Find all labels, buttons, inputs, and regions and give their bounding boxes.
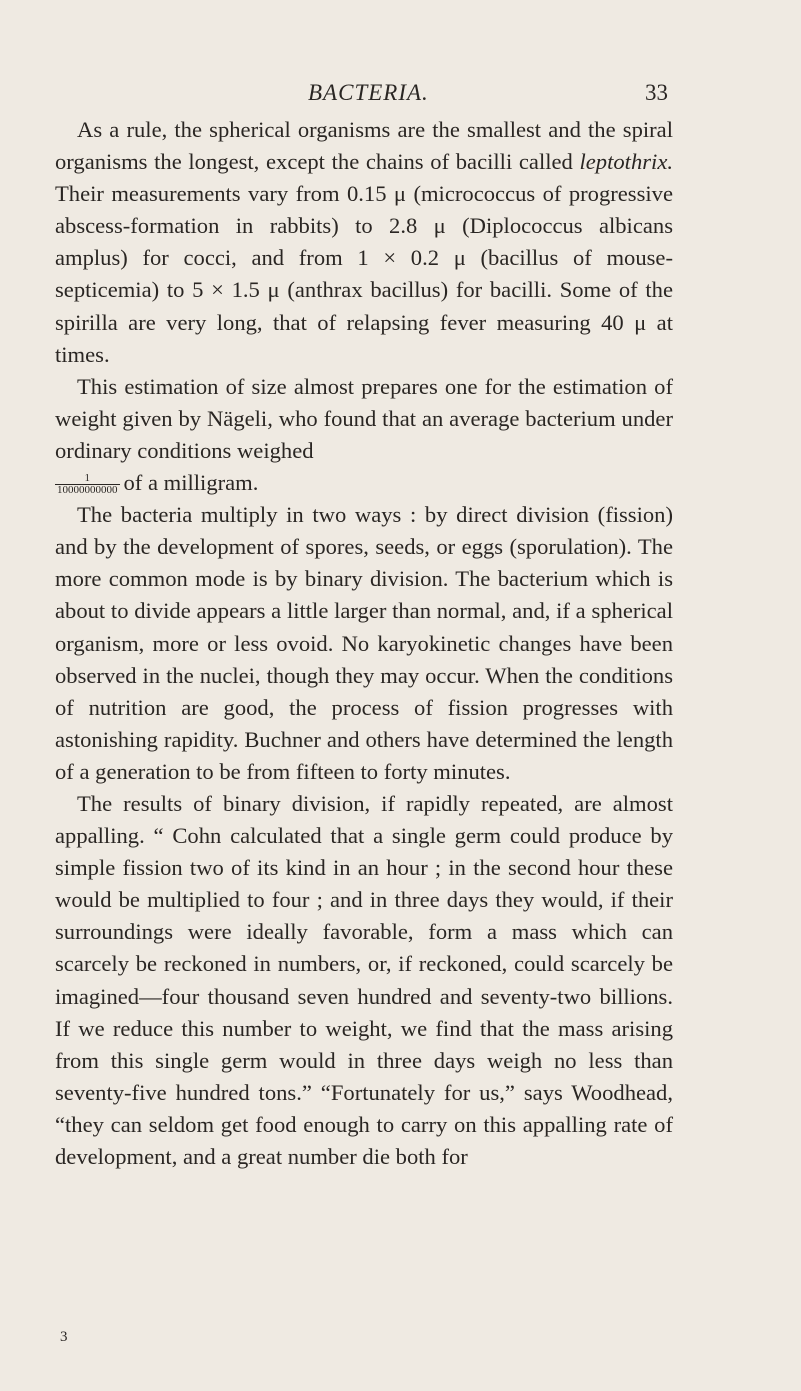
signature-mark: 3	[60, 1329, 68, 1345]
fraction-numerator: 1	[55, 473, 120, 485]
paragraph-binary-division	[55, 788, 673, 1173]
paragraph-multiplication	[55, 499, 673, 788]
leptothrix-term: leptothrix.	[579, 149, 673, 175]
fraction-denominator: 10000000000	[57, 484, 118, 497]
paragraph-multiplication-text: The bacteria multiply in two ways : by direct division (fission) and by the development of spores, seeds, or eggs (sporulation). The more common mode is by binary division. The bacterium which is about to divide appears a little larger than normal, and, if a spherical organism, more or less ovoid. No karyokinetic changes have been observed in the nuclei, though they may occur. When the conditions of nutrition are good, the process of fission progresses with astonishing rapidity. Buchner and others have determined the length of a generation to be from fifteen to forty minutes.	[55, 502, 673, 784]
paragraph-weight	[55, 371, 673, 499]
paragraph-binary-division-text: The results of binary division, if rapidly repeated, are almost appalling. “ Cohn calculated that a single germ could produce by simple fission two of its kind in an hour ; in the second hour these would be multiplied to four ; and in three days they would, if their surroundings were ideally favorable, form a mass which can scarcely be reckoned in numbers, or, if reckoned, could scarcely be imagined—four thousand seven hundred and seventy-two billions. If we reduce this number to weight, we find that the mass arising from this single germ would in three days weigh no less than seventy-five hundred tons.” “Fortunately for us,” says Woodhead, “they can seldom get food enough to carry on this appalling rate of development, and a great number die both for	[55, 790, 673, 1169]
weight-fraction	[55, 473, 120, 496]
body-text	[55, 114, 673, 1173]
paragraph-weight-tail: of a milligram.	[123, 470, 259, 496]
running-title: BACTERIA.	[308, 80, 429, 105]
paragraph-size-text-1: As a rule, the spherical organisms are the smallest and the spiral organisms the longest, except the chains of bacilli called	[55, 117, 673, 175]
paragraph-weight-text: This estimation of size almost prepares one for the estimation of weight given by Nägeli, who found that an average bacterium under ordinary conditions weighed	[55, 373, 673, 463]
page-number: 33	[645, 80, 668, 105]
paragraph-size-text-2: Their measurements vary from 0.15 μ (micrococcus of progressive abscess-formation in rabbits) to 2.8 μ (Diplococcus albicans amplus) for cocci, and from 1 × 0.2 μ (bacillus of mouse-septicemia) to 5 × 1.5 μ (anthrax bacillus) for bacilli. Some of the spirilla are very long, that of relapsing fever measuring 40 μ at times.	[55, 181, 673, 367]
paragraph-size	[55, 114, 673, 371]
page-header	[0, 80, 801, 112]
